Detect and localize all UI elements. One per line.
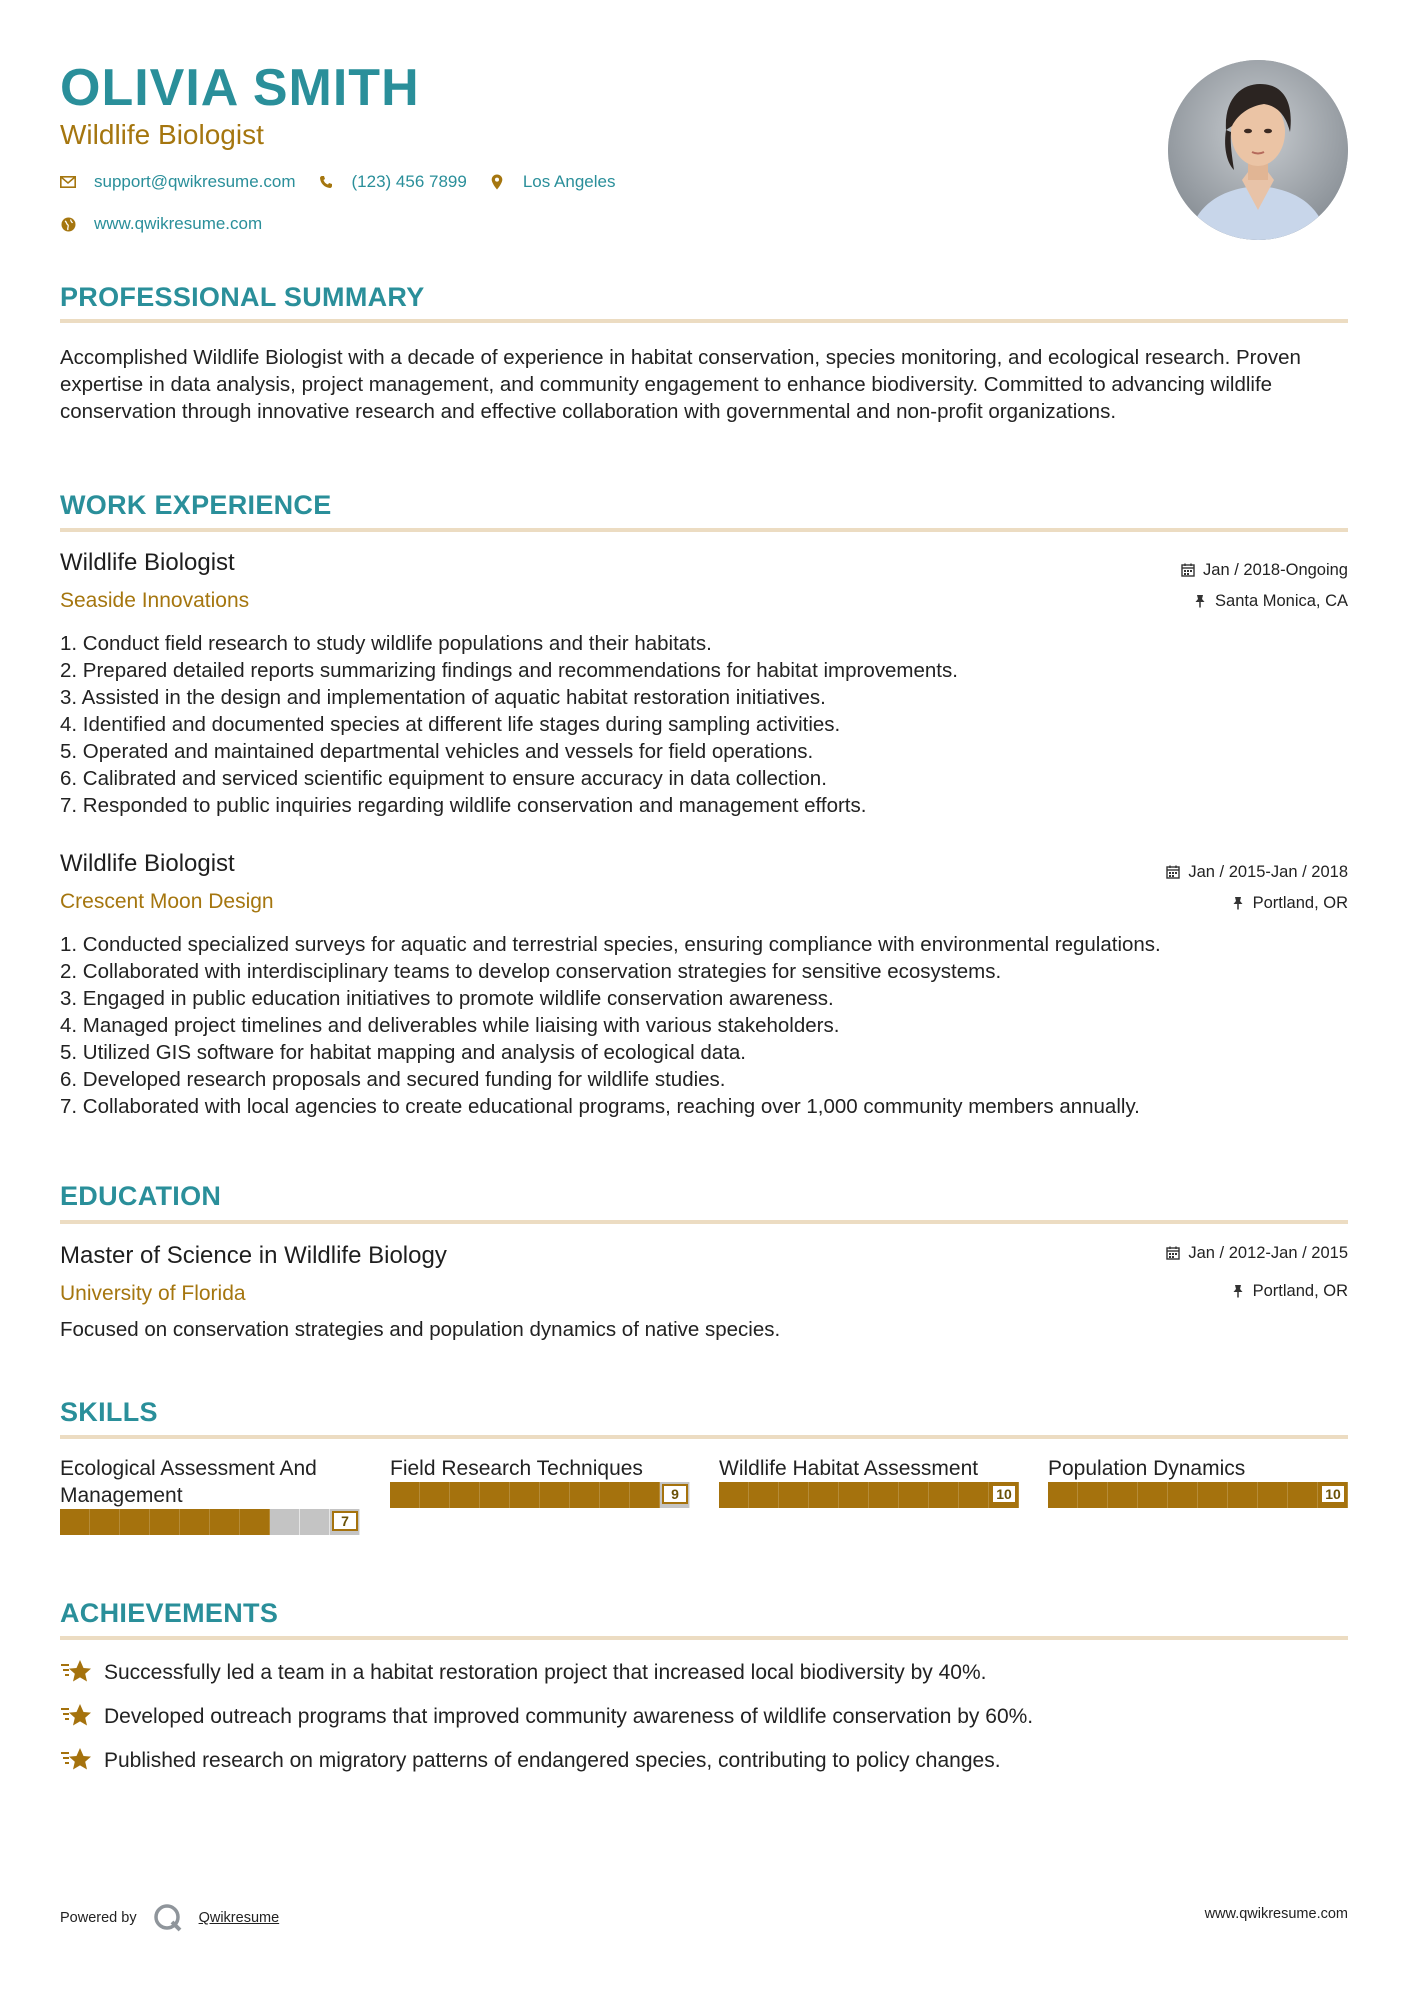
education-dates-text: Jan / 2012-Jan / 2015 xyxy=(1188,1244,1348,1262)
map-pin-icon xyxy=(489,174,505,190)
skill-segment-empty xyxy=(300,1509,330,1535)
skill-segment-filled xyxy=(210,1509,240,1535)
skill-name: Wildlife Habitat Assessment xyxy=(719,1457,979,1480)
job-location-text: Portland, OR xyxy=(1252,894,1348,912)
job-bullet: 3. Engaged in public education initiatives to promote wildlife conservation awareness. xyxy=(60,987,834,1010)
skill-level-value: 10 xyxy=(991,1484,1017,1504)
skill-item xyxy=(1048,1455,1348,1508)
job-bullet: 6. Calibrated and serviced scientific equipment to ensure accuracy in data collection. xyxy=(60,767,827,790)
skill-segment-filled xyxy=(90,1509,120,1535)
contact-phone[interactable] xyxy=(318,172,467,192)
education-dates xyxy=(1166,1243,1348,1263)
skill-segment-filled xyxy=(1048,1482,1078,1508)
skill-segment-empty xyxy=(270,1509,300,1535)
achievement-item xyxy=(60,1658,986,1686)
job-bullet: 5. Utilized GIS software for habitat mapping and analysis of ecological data. xyxy=(60,1041,746,1064)
skill-segment-filled xyxy=(899,1482,929,1508)
experience-heading: WORK EXPERIENCE xyxy=(60,490,332,520)
skill-segment-filled xyxy=(809,1482,839,1508)
job-bullet: 1. Conduct field research to study wildlife populations and their habitats. xyxy=(60,632,712,655)
email-text: support@qwikresume.com xyxy=(94,172,296,191)
skill-level-bar xyxy=(60,1509,360,1535)
experience-divider xyxy=(60,528,1348,532)
summary-text: Accomplished Wildlife Biologist with a decade of experience in habitat conservation, species monitoring, and ecological research. Proven expertise in data analysis, project management, and community engagement to enhance biodiversity. Committed to advancing wildlife conservation through innovative research and effective collaboration with governmental and non-profit organizations. xyxy=(60,346,1301,423)
skill-segment-filled xyxy=(60,1509,90,1535)
skill-segment-filled xyxy=(1138,1482,1168,1508)
job-company: Seaside Innovations xyxy=(60,589,250,612)
skill-segment-filled xyxy=(1258,1482,1288,1508)
job-bullet: 1. Conducted specialized surveys for aquatic and terrestrial species, ensuring compliance with environmental regulations. xyxy=(60,933,1161,956)
skill-segment-filled xyxy=(450,1482,480,1508)
skill-segment-filled xyxy=(420,1482,450,1508)
achievement-text: Developed outreach programs that improved community awareness of wildlife conservation by 60%. xyxy=(104,1704,1034,1728)
job-bullet: 4. Identified and documented species at different life stages during sampling activities. xyxy=(60,713,841,736)
skill-segment-filled xyxy=(869,1482,899,1508)
footer-site-link[interactable]: www.qwikresume.com xyxy=(1204,1906,1348,1922)
contact-row-2 xyxy=(60,214,284,234)
skill-segment-filled xyxy=(600,1482,630,1508)
skill-segment-filled xyxy=(839,1482,869,1508)
skill-segment-filled xyxy=(749,1482,779,1508)
job-dates-text: Jan / 2015-Jan / 2018 xyxy=(1188,863,1348,881)
skill-name: Ecological Assessment And Management xyxy=(60,1457,317,1507)
pushpin-icon xyxy=(1231,1284,1245,1298)
skills-divider xyxy=(60,1435,1348,1439)
skill-segment-filled xyxy=(570,1482,600,1508)
summary-divider xyxy=(60,319,1348,323)
achievements-divider xyxy=(60,1636,1348,1640)
phone-text: (123) 456 7899 xyxy=(351,172,467,191)
job-title: Wildlife Biologist xyxy=(60,850,235,877)
education-description: Focused on conservation strategies and population dynamics of native species. xyxy=(60,1318,781,1341)
skill-item xyxy=(719,1455,1019,1508)
skill-segment-filled xyxy=(1288,1482,1318,1508)
skill-level-bar xyxy=(719,1482,1019,1508)
contact-row xyxy=(60,172,637,192)
star-badge-icon xyxy=(60,1746,92,1774)
skill-segment-filled xyxy=(779,1482,809,1508)
skill-name: Field Research Techniques xyxy=(390,1457,643,1480)
skill-segment-filled xyxy=(719,1482,749,1508)
school-name: University of Florida xyxy=(60,1282,246,1305)
skill-segment-filled xyxy=(1198,1482,1228,1508)
job-company: Crescent Moon Design xyxy=(60,890,274,913)
job-bullet: 2. Collaborated with interdisciplinary teams to develop conservation strategies for sensitive ecosystems. xyxy=(60,960,1002,983)
education-divider xyxy=(60,1220,1348,1224)
pushpin-icon xyxy=(1193,594,1207,608)
phone-icon xyxy=(318,174,334,190)
skill-level-value: 7 xyxy=(332,1511,358,1531)
skill-level-bar xyxy=(1048,1482,1348,1508)
job-bullet: 4. Managed project timelines and deliverables while liaising with various stakeholders. xyxy=(60,1014,840,1037)
location-text: Los Angeles xyxy=(522,172,616,191)
achievement-item xyxy=(60,1702,1033,1730)
skill-segment-filled xyxy=(510,1482,540,1508)
contact-location xyxy=(489,172,616,192)
skill-segment-filled xyxy=(1078,1482,1108,1508)
skill-segment-filled xyxy=(959,1482,989,1508)
job-bullet: 7. Responded to public inquiries regarding wildlife conservation and management efforts. xyxy=(60,794,867,817)
skill-segment-filled xyxy=(180,1509,210,1535)
job-bullets xyxy=(60,931,1360,1120)
pushpin-icon xyxy=(1231,896,1245,910)
job-location xyxy=(1231,893,1348,913)
job-bullet: 7. Collaborated with local agencies to create educational programs, reaching over 1,000 community members annually. xyxy=(60,1095,1140,1118)
education-heading: EDUCATION xyxy=(60,1181,222,1211)
skill-level-bar xyxy=(390,1482,690,1508)
candidate-title: Wildlife Biologist xyxy=(60,119,264,150)
job-title: Wildlife Biologist xyxy=(60,549,235,576)
achievement-item xyxy=(60,1746,1001,1774)
education-location xyxy=(1231,1281,1348,1301)
globe-icon xyxy=(60,216,76,232)
skill-segment-filled xyxy=(1168,1482,1198,1508)
job-dates-text: Jan / 2018-Ongoing xyxy=(1203,561,1348,579)
contact-website[interactable] xyxy=(60,214,262,234)
powered-by-label: Powered by xyxy=(60,1910,137,1926)
summary-heading: PROFESSIONAL SUMMARY xyxy=(60,282,425,312)
qwikresume-link[interactable]: Qwikresume xyxy=(198,1910,280,1926)
skill-segment-filled xyxy=(1228,1482,1258,1508)
job-bullet: 5. Operated and maintained departmental vehicles and vessels for field operations. xyxy=(60,740,814,763)
skill-item xyxy=(390,1455,690,1508)
calendar-icon xyxy=(1166,1246,1180,1260)
skill-level-value: 10 xyxy=(1320,1484,1346,1504)
profile-photo xyxy=(1168,60,1348,240)
calendar-icon xyxy=(1181,563,1195,577)
star-badge-icon xyxy=(60,1702,92,1730)
job-location-text: Santa Monica, CA xyxy=(1215,592,1348,610)
footer-powered-by xyxy=(60,1903,279,1933)
skill-segment-filled xyxy=(390,1482,420,1508)
skill-segment-filled xyxy=(929,1482,959,1508)
education-location-text: Portland, OR xyxy=(1252,1282,1348,1300)
skill-name: Population Dynamics xyxy=(1048,1457,1246,1480)
website-text: www.qwikresume.com xyxy=(94,214,263,233)
job-dates xyxy=(1181,560,1348,580)
skill-item xyxy=(60,1455,360,1535)
star-badge-icon xyxy=(60,1658,92,1686)
skill-segment-filled xyxy=(540,1482,570,1508)
achievement-text: Successfully led a team in a habitat restoration project that increased local biodiversity by 40%. xyxy=(104,1660,987,1684)
qwikresume-logo-icon xyxy=(153,1903,183,1933)
job-bullet: 3. Assisted in the design and implementation of aquatic habitat restoration initiatives. xyxy=(60,686,826,709)
contact-email[interactable] xyxy=(60,172,296,192)
candidate-name: OLIVIA SMITH xyxy=(60,59,420,117)
degree-title: Master of Science in Wildlife Biology xyxy=(60,1242,447,1269)
skill-segment-filled xyxy=(240,1509,270,1535)
skill-segment-filled xyxy=(1108,1482,1138,1508)
job-bullets xyxy=(60,630,1360,819)
skill-segment-filled xyxy=(630,1482,660,1508)
skill-level-value: 9 xyxy=(662,1484,688,1504)
job-bullet: 2. Prepared detailed reports summarizing findings and recommendations for habitat improvements. xyxy=(60,659,958,682)
skills-heading: SKILLS xyxy=(60,1397,158,1427)
skill-segment-filled xyxy=(150,1509,180,1535)
job-bullet: 6. Developed research proposals and secured funding for wildlife studies. xyxy=(60,1068,726,1091)
skill-segment-filled xyxy=(120,1509,150,1535)
achievements-heading: ACHIEVEMENTS xyxy=(60,1598,279,1628)
job-dates xyxy=(1166,862,1348,882)
achievement-text: Published research on migratory patterns of endangered species, contributing to policy changes. xyxy=(104,1748,1001,1772)
calendar-icon xyxy=(1166,865,1180,879)
skill-segment-filled xyxy=(480,1482,510,1508)
envelope-icon xyxy=(60,174,76,190)
job-location xyxy=(1193,591,1348,611)
